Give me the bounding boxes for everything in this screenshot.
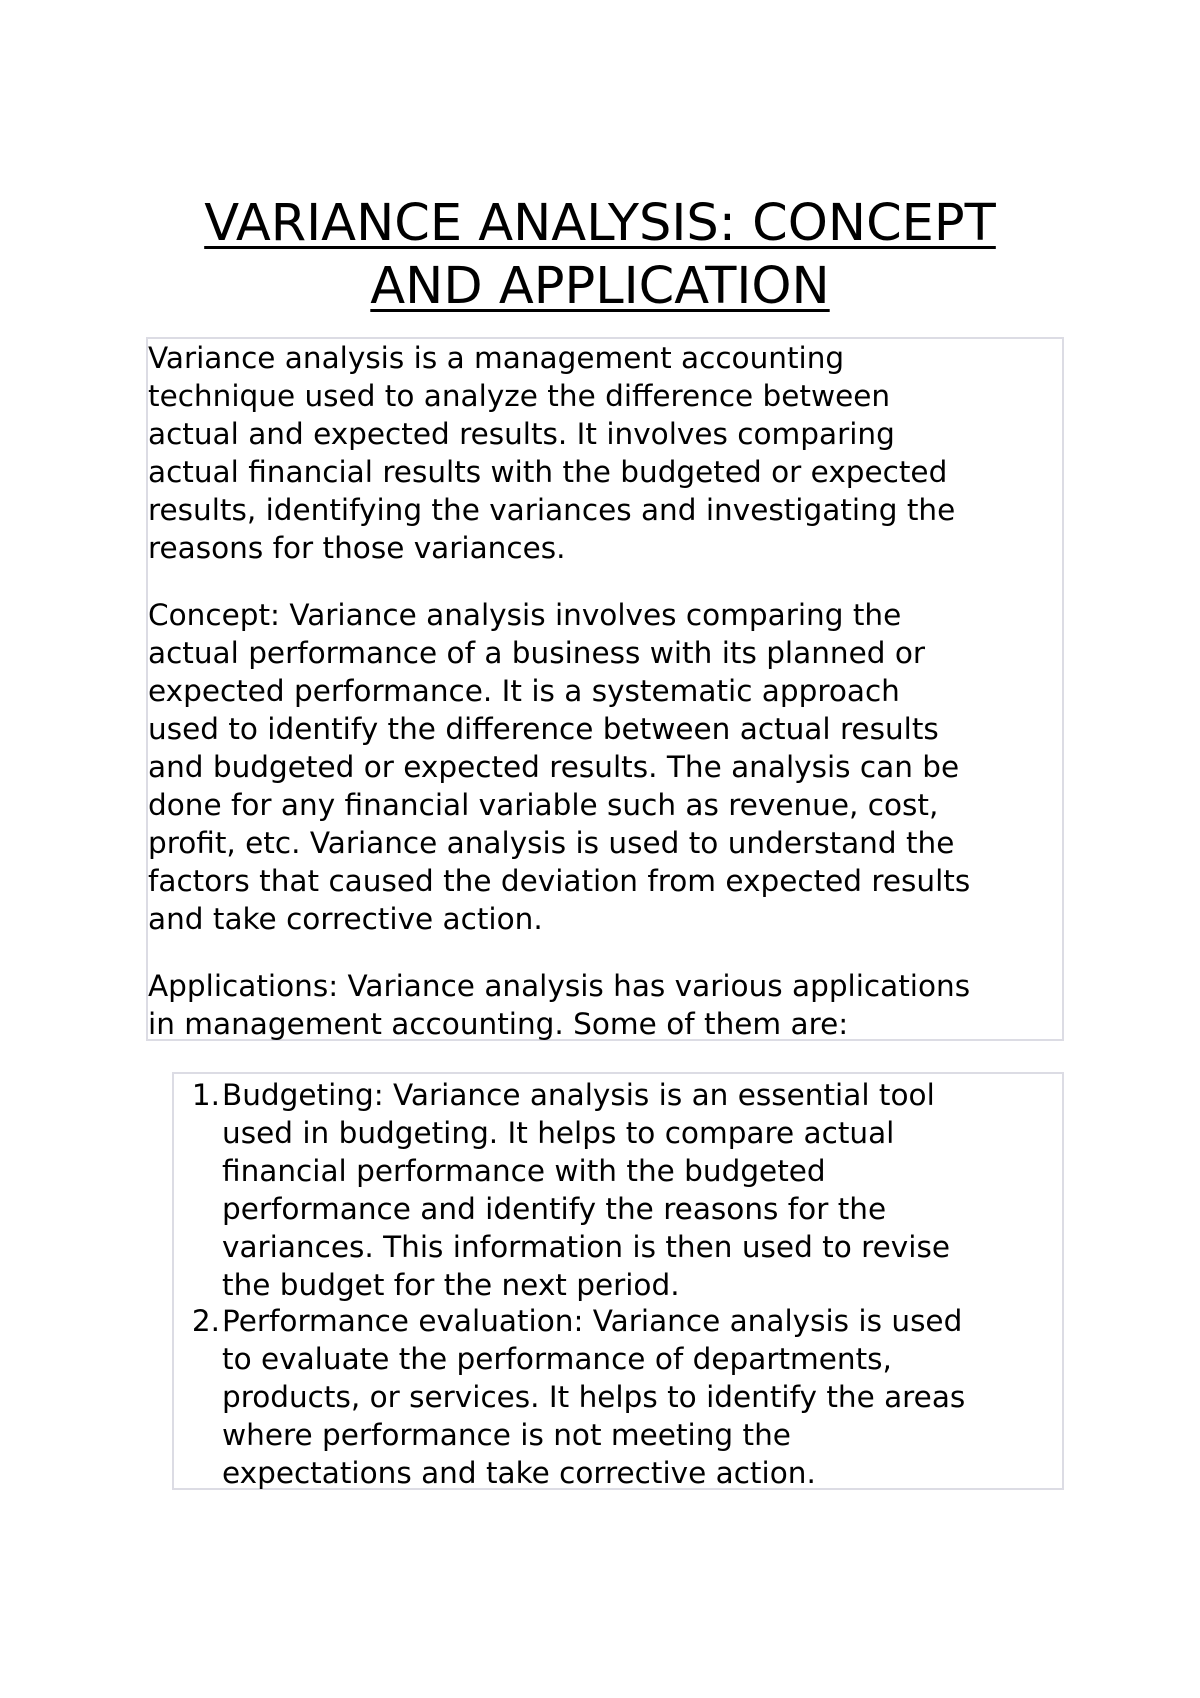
list-item-text: Budgeting: Variance analysis is an essential tool used in budgeting. It helps to compare actual financial performance with the budgeted performance and identify the reasons for the variances. This information is then used to revise the budget for the next period. [222, 1078, 950, 1302]
intro-paragraph: Variance analysis is a management accounting technique used to analyze the difference between actual and expected results. It involves comparing actual financial results with the budgeted or expected results, identifying the variances and investigating the reasons for those variances. [148, 341, 956, 565]
concept-paragraph: Concept: Variance analysis involves comparing the actual performance of a business with its planned or expected performance. It is a systematic approach used to identify the difference between actual results and budgeted or expected results. The analysis can be done for any financial variable such as revenue, cost, profit, etc. Variance analysis is used to understand the factors that caused the deviation from expected results and take corrective action. [148, 598, 971, 936]
applications-list [172, 1072, 1064, 1490]
applications-paragraph: Applications: Variance analysis has various applications in management accounting. Some of them are: [148, 969, 971, 1041]
list-item-number: 2. [191, 1304, 220, 1338]
intro-text-box [146, 337, 1064, 1041]
list-item-number: 1. [191, 1078, 220, 1112]
page-title: VARIANCE ANALYSIS: CONCEPT AND APPLICATION [204, 194, 996, 316]
list-item-text: Performance evaluation: Variance analysis is used to evaluate the performance of departments, products, or services. It helps to identify the areas where performance is not meeting the expectations and take corrective action. [222, 1304, 966, 1490]
